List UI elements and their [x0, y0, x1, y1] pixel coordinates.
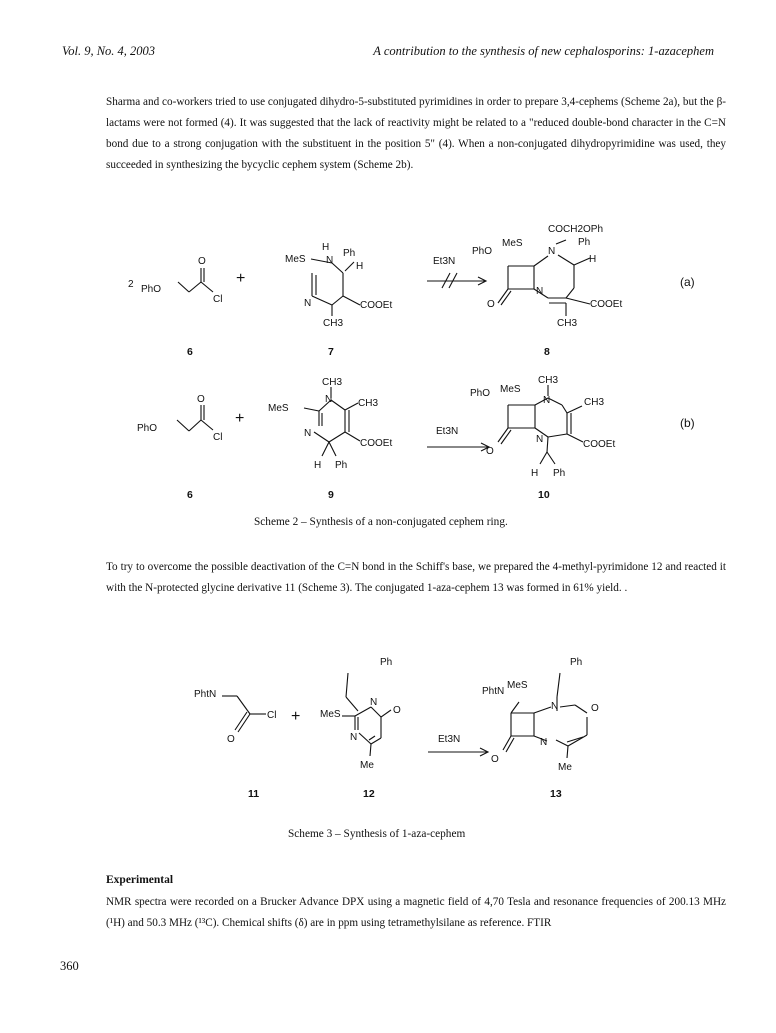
nh-h-label: H	[322, 242, 330, 253]
h-label: H	[589, 254, 597, 265]
ph-label: Ph	[343, 248, 356, 259]
mes-label: MeS	[285, 254, 306, 265]
scheme2-caption: Scheme 2 – Synthesis of a non-conjugated cephem ring.	[254, 516, 508, 528]
et3n-label: Et3N	[433, 256, 456, 267]
pho-label: PhO	[141, 284, 162, 295]
mes-label: MeS	[502, 238, 523, 249]
n-label: N	[551, 701, 559, 712]
phtn-label: PhtN	[482, 686, 505, 697]
cooet-label: COOEt	[583, 439, 616, 450]
compound-number: 7	[328, 346, 334, 358]
h-label: H	[314, 460, 322, 471]
lactam-o-label: O	[486, 446, 494, 457]
cooet-label: COOEt	[360, 300, 393, 311]
n-label: N	[536, 286, 544, 297]
scheme3-bonds	[222, 673, 587, 758]
ph-label: Ph	[570, 657, 583, 668]
scheme3-paragraph: To try to overcome the possible deactivation of the C=N bond in the Schiff's base, we prepared the 4-methyl-pyrimidone 12 and reacted it with the N-protected glycine derivative 11 (Scheme 3). The conjugated 1-aza-cephem 13 was formed in 61% yield. .	[106, 561, 726, 594]
row-tag-a: (a)	[680, 275, 695, 289]
et3n-label: Et3N	[438, 734, 461, 745]
cooet-label: COOEt	[360, 438, 393, 449]
pho-label: PhO	[472, 246, 493, 257]
mes-label: MeS	[268, 403, 289, 414]
mes-label: MeS	[507, 680, 528, 691]
ring-n-label: N	[304, 298, 312, 309]
mes-label: MeS	[320, 709, 341, 720]
plus-sign: +	[236, 270, 246, 287]
n-label: N	[543, 395, 551, 406]
mes-label: MeS	[500, 384, 521, 395]
phtn-label: PhtN	[194, 689, 217, 700]
nh-n-label: N	[326, 255, 334, 266]
scheme3-caption: Scheme 3 – Synthesis of 1-aza-cephem	[288, 828, 466, 840]
lactam-o-label: O	[487, 299, 495, 310]
chloride-label: Cl	[267, 710, 277, 721]
compound-number: 8	[544, 346, 550, 358]
carbonyl-o-label: O	[227, 734, 235, 745]
experimental-heading: Experimental	[106, 874, 174, 886]
ph-label: Ph	[380, 657, 393, 668]
cooet-label: COOEt	[590, 299, 623, 310]
compound-number: 12	[363, 788, 375, 800]
et3n-label: Et3N	[436, 426, 459, 437]
ph-label: Ph	[335, 460, 348, 471]
page-number: 360	[60, 959, 79, 973]
running-header-right: A contribution to the synthesis of new cephalosporins: 1-azacephem	[373, 44, 714, 58]
ch3-label: CH3	[557, 318, 578, 329]
chloride-label: Cl	[213, 294, 223, 305]
oxo-label: O	[393, 705, 401, 716]
row-tag-b: (b)	[680, 416, 695, 430]
n-label: N	[370, 697, 378, 708]
ph-label: Ph	[578, 237, 591, 248]
compound-number: 9	[328, 489, 334, 501]
compound-number: 13	[550, 788, 562, 800]
pho-label: PhO	[470, 388, 491, 399]
me-label: Me	[558, 762, 572, 773]
n-label: N	[548, 246, 556, 257]
n-methyl-label: CH3	[538, 375, 559, 386]
h-label: H	[531, 468, 539, 479]
ph-label: Ph	[553, 468, 566, 479]
compound-number: 6	[187, 346, 193, 358]
intro-paragraph: Sharma and co-workers tried to use conjugated dihydro-5-substituted pyrimidines in order to prepare 3,4-cephems (Scheme 2a), but the β-lactams were not formed (4). It was suggested that the lack of reactivity might be related to a "reduced double-bond character in the C=N bond due to a strong conjugation with the substituent in the position 5" (4). When a non-conjugated dihydropyrimidine was used, they succeeded in synthesizing the bycyclic cephem system (Scheme 2b).	[106, 96, 726, 171]
compound-number: 10	[538, 489, 550, 501]
carbonyl-o-label: O	[198, 256, 206, 267]
ch3-label: CH3	[358, 398, 379, 409]
acyl-label: COCH2OPh	[548, 224, 604, 235]
plus-sign: +	[235, 410, 245, 427]
coefficient-2: 2	[128, 279, 134, 290]
carbonyl-o-label: O	[197, 394, 205, 405]
plus-sign: +	[291, 708, 301, 725]
n-label: N	[536, 434, 544, 445]
n-label: N	[325, 394, 333, 405]
compound-number: 11	[248, 788, 260, 800]
n-methyl-label: CH3	[322, 377, 343, 388]
experimental-paragraph: NMR spectra were recorded on a Brucker Advance DPX using a magnetic field of 4,70 Tesla and resonance frequencies of 200.13 MHz (¹H) and 50.3 MHz (¹³C). Chemical shifts (δ) are in ppm using tetramethylsilane as reference. FTIR	[106, 896, 726, 929]
me-label: Me	[360, 760, 374, 771]
n-label: N	[540, 737, 548, 748]
h-label: H	[356, 261, 364, 272]
chloride-label: Cl	[213, 432, 223, 443]
ch3-label: CH3	[584, 397, 605, 408]
pho-label: PhO	[137, 423, 158, 434]
running-header-left: Vol. 9, No. 4, 2003	[62, 44, 156, 58]
lactam-o-label: O	[491, 754, 499, 765]
ring-n-label: N	[304, 428, 312, 439]
ch3-label: CH3	[323, 318, 344, 329]
ring-n-label: N	[350, 732, 358, 743]
oxo-label: O	[591, 703, 599, 714]
compound-number: 6	[187, 489, 193, 501]
